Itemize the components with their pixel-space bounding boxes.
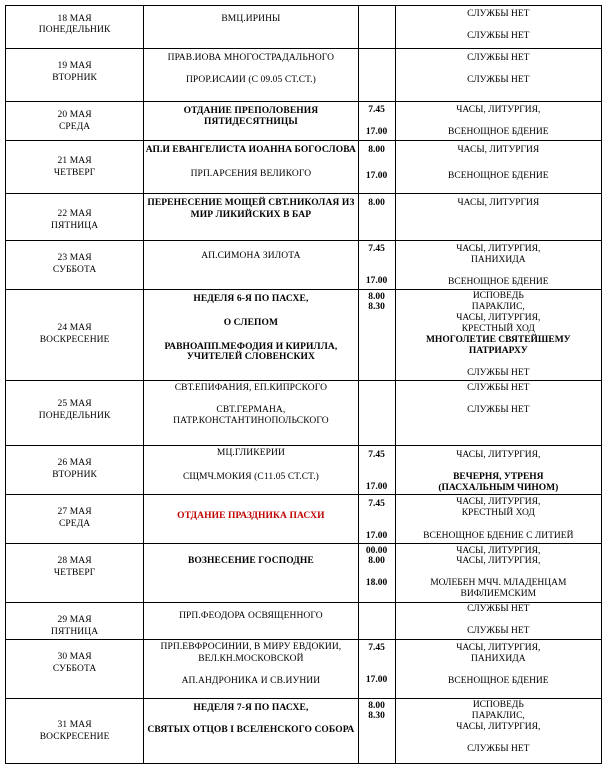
service-line: КРЕСТНЫЙ ХОД — [461, 508, 535, 518]
service-line: МОЛЕБЕН МЧЧ. МЛАДЕНЦАМ — [430, 578, 567, 588]
date-label: 31 МАЯ — [57, 720, 92, 730]
service-line: МНОГОЛЕТИЕ СВЯТЕЙШЕМУ — [425, 335, 571, 345]
weekday-label: ВОСКРЕСЕНИЕ — [39, 335, 110, 345]
feast-line: ПРОР.ИСАИИ (С 09.05 СТ.СТ.) — [185, 75, 316, 85]
time-cell — [358, 603, 395, 640]
time-cell — [358, 495, 395, 544]
services-cell — [395, 194, 601, 241]
date-label: 26 МАЯ — [57, 458, 92, 468]
feast-line: СЩМЧ.МОКИЯ (С11.05 СТ.СТ.) — [182, 472, 319, 482]
time-cell — [358, 290, 395, 381]
time-cell — [358, 446, 395, 495]
feast-line: МИР ЛИКИЙСКИХ В БАР — [190, 210, 312, 220]
feast-cell — [144, 495, 358, 544]
schedule-row — [6, 640, 602, 699]
services-cell — [395, 446, 601, 495]
date-cell — [6, 446, 144, 495]
date-label: 21 МАЯ — [57, 156, 92, 166]
schedule-row — [6, 290, 602, 381]
feast-line: ВМЦ.ИРИНЫ — [221, 14, 281, 24]
time-cell — [358, 102, 395, 141]
service-line: ВЕЧЕРНЯ, УТРЕНЯ — [453, 472, 544, 482]
feast-line: СВЯТЫХ ОТЦОВ І ВСЕЛЕНСКОГО СОБОРА — [147, 725, 355, 735]
service-time: 7.45 — [368, 105, 385, 115]
feast-cell — [144, 544, 358, 603]
date-cell — [6, 194, 144, 241]
service-line: ВСЕНОЩНОЕ БДЕНИЕ — [448, 127, 549, 137]
service-line: ЧАСЫ, ЛИТУРГИЯ, — [456, 450, 541, 460]
time-cell — [358, 6, 395, 49]
time-cell — [358, 49, 395, 102]
services-cell — [395, 141, 601, 194]
schedule-row — [6, 141, 602, 194]
feast-line: ПЯТИДЕСЯТНИЦЫ — [204, 117, 298, 127]
service-line: ЧАСЫ, ЛИТУРГИЯ, — [456, 643, 541, 653]
time-cell — [358, 544, 395, 603]
service-line: ЧАСЫ, ЛИТУРГИЯ, — [456, 105, 541, 115]
date-cell — [6, 640, 144, 699]
service-line: ВСЕНОЩНОЕ БДЕНИЕ — [448, 171, 549, 181]
service-line: СЛУЖБЫ НЕТ — [467, 626, 530, 636]
feast-cell — [144, 446, 358, 495]
service-line: ВСЕНОЩНОЕ БДЕНИЕ С ЛИТИЕЙ — [423, 531, 574, 541]
service-line: КРЕСТНЫЙ ХОД — [461, 324, 535, 334]
schedule-row — [6, 446, 602, 495]
feast-cell — [144, 603, 358, 640]
services-cell — [395, 241, 601, 290]
feast-cell — [144, 102, 358, 141]
feast-line: УЧИТЕЛЕЙ СЛОВЕНСКИХ — [186, 352, 315, 362]
services-cell — [395, 6, 601, 49]
date-label: 27 МАЯ — [57, 507, 92, 517]
services-cell — [395, 699, 601, 764]
service-time: 17.00 — [365, 276, 388, 286]
service-time: 7.45 — [368, 244, 385, 254]
feast-line: РАВНОАПП.МЕФОДИЯ И КИРИЛЛА, — [164, 342, 338, 352]
services-cell — [395, 603, 601, 640]
service-line: ЧАСЫ, ЛИТУРГИЯ, — [456, 556, 541, 566]
service-line: (ПАСХАЛЬНЫМ ЧИНОМ) — [438, 483, 559, 493]
weekday-label: ВТОРНИК — [52, 470, 97, 480]
date-cell — [6, 49, 144, 102]
date-label: 24 МАЯ — [57, 323, 92, 333]
date-label: 28 МАЯ — [57, 556, 92, 566]
schedule-row — [6, 699, 602, 764]
service-line: ЧАСЫ, ЛИТУРГИЯ, — [456, 546, 541, 556]
date-cell — [6, 141, 144, 194]
service-line: СЛУЖБЫ НЕТ — [467, 9, 530, 19]
feast-line: ОТДАНИЕ ПРЕПОЛОВЕНИЯ — [183, 106, 319, 116]
feast-cell — [144, 6, 358, 49]
service-time: 8.30 — [368, 302, 385, 312]
schedule-row — [6, 544, 602, 603]
feast-cell — [144, 699, 358, 764]
schedule-table — [5, 5, 602, 764]
feast-cell — [144, 290, 358, 381]
service-time: 8.00 — [368, 145, 385, 155]
schedule-row — [6, 6, 602, 49]
service-line: ПАТРИАРХУ — [468, 346, 528, 356]
feast-line: ПРАВ.ИОВА МНОГОСТРАДАЛЬНОГО — [167, 53, 335, 63]
date-cell — [6, 102, 144, 141]
time-cell — [358, 699, 395, 764]
service-line: ИСПОВЕДЬ — [472, 700, 524, 710]
services-cell — [395, 102, 601, 141]
service-line: ЧАСЫ, ЛИТУРГИЯ — [457, 198, 540, 208]
schedule-row — [6, 603, 602, 640]
feast-line: ПРП.АРСЕНИЯ ВЕЛИКОГО — [190, 169, 312, 179]
service-time: 18.00 — [365, 578, 388, 588]
services-cell — [395, 49, 601, 102]
date-cell — [6, 495, 144, 544]
service-line: ПАНИХИДА — [471, 654, 526, 664]
date-label: 20 МАЯ — [57, 110, 92, 120]
feast-cell — [144, 141, 358, 194]
service-time: 8.30 — [368, 711, 385, 721]
weekday-label: ПЯТНИЦА — [51, 221, 99, 231]
time-cell — [358, 194, 395, 241]
service-line: ПАНИХИДА — [471, 255, 526, 265]
services-cell — [395, 290, 601, 381]
feast-line: ОТДАНИЕ ПРАЗДНИКА ПАСХИ — [177, 511, 325, 521]
date-cell — [6, 290, 144, 381]
service-line: СЛУЖБЫ НЕТ — [467, 53, 530, 63]
service-time: 17.00 — [365, 127, 388, 137]
service-line: СЛУЖБЫ НЕТ — [467, 368, 530, 378]
service-line: СЛУЖБЫ НЕТ — [467, 75, 530, 85]
service-line: СЛУЖБЫ НЕТ — [467, 383, 530, 393]
service-time: 7.45 — [368, 499, 385, 509]
date-cell — [6, 699, 144, 764]
service-line: ЧАСЫ, ЛИТУРГИЯ, — [456, 313, 541, 323]
services-cell — [395, 495, 601, 544]
feast-cell — [144, 640, 358, 699]
date-label: 30 МАЯ — [57, 652, 92, 662]
services-cell — [395, 544, 601, 603]
service-line: ЧАСЫ, ЛИТУРГИЯ — [457, 145, 540, 155]
service-time: 17.00 — [365, 531, 388, 541]
weekday-label: ВОСКРЕСЕНИЕ — [39, 732, 110, 742]
service-time: 17.00 — [365, 171, 388, 181]
date-label: 19 МАЯ — [57, 61, 92, 71]
service-time: 17.00 — [365, 482, 388, 492]
service-time: 8.00 — [368, 701, 385, 711]
service-line: СЛУЖБЫ НЕТ — [467, 744, 530, 754]
service-time: 17.00 — [365, 675, 388, 685]
feast-line: ПАТР.КОНСТАНТИНОПОЛЬСКОГО — [173, 416, 329, 426]
schedule-row — [6, 241, 602, 290]
date-cell — [6, 241, 144, 290]
date-label: 23 МАЯ — [57, 253, 92, 263]
service-line: СЛУЖБЫ НЕТ — [467, 31, 530, 41]
service-time: 8.00 — [368, 292, 385, 302]
feast-line: АП.АНДРОНИКА И СВ.ИУНИИ — [181, 676, 321, 686]
feast-line: ПРП.ЕВФРОСИНИИ, В МИРУ ЕВДОКИИ, — [160, 642, 342, 652]
date-cell — [6, 603, 144, 640]
weekday-label: СРЕДА — [58, 122, 91, 132]
service-line: ИСПОВЕДЬ — [472, 291, 524, 301]
feast-line: АП.СИМОНА ЗИЛОТА — [201, 251, 301, 261]
service-line: ВСЕНОЩНОЕ БДЕНИЕ — [448, 277, 549, 287]
weekday-label: ВТОРНИК — [52, 73, 97, 83]
services-cell — [395, 640, 601, 699]
date-cell — [6, 6, 144, 49]
date-label: 22 МАЯ — [57, 209, 92, 219]
weekday-label: ЧЕТВЕРГ — [53, 568, 96, 578]
feast-line: МЦ.ГЛИКЕРИИ — [216, 448, 285, 458]
service-line: ЧАСЫ, ЛИТУРГИЯ, — [456, 497, 541, 507]
service-time: 00.00 — [365, 546, 388, 556]
service-line: ВИФЛИЕМСКИМ — [460, 589, 537, 599]
service-time: 7.45 — [368, 643, 385, 653]
schedule-row — [6, 495, 602, 544]
feast-line: НЕДЕЛЯ 7-Я ПО ПАСХЕ, — [193, 703, 309, 713]
weekday-label: СРЕДА — [58, 519, 91, 529]
service-line: ПАРАКЛИС, — [471, 302, 525, 312]
service-line: ЧАСЫ, ЛИТУРГИЯ, — [456, 244, 541, 254]
date-cell — [6, 544, 144, 603]
date-label: 18 МАЯ — [57, 14, 92, 24]
weekday-label: ПОНЕДЕЛЬНИК — [38, 411, 111, 421]
service-line: ВСЕНОЩНОЕ БДЕНИЕ — [448, 676, 549, 686]
feast-line: ПРП.ФЕОДОРА ОСВЯЩЕННОГО — [179, 611, 323, 621]
schedule-row — [6, 194, 602, 241]
weekday-label: СУББОТА — [52, 664, 97, 674]
weekday-label: ПОНЕДЕЛЬНИК — [38, 25, 111, 35]
feast-line: СВТ.ГЕРМАНА, — [216, 405, 286, 415]
service-line: СЛУЖБЫ НЕТ — [467, 604, 530, 614]
feast-line: ВЕЛ.КН.МОСКОВСКОЙ — [198, 654, 304, 664]
feast-cell — [144, 49, 358, 102]
feast-cell — [144, 241, 358, 290]
service-time: 8.00 — [368, 198, 385, 208]
feast-line: СВТ.ЕПИФАНИЯ, ЕП.КИПРСКОГО — [174, 383, 328, 393]
feast-line: ПЕРЕНЕСЕНИЕ МОЩЕЙ СВТ.НИКОЛАЯ ИЗ — [147, 198, 355, 208]
schedule-row — [6, 381, 602, 446]
feast-cell — [144, 381, 358, 446]
feast-line: НЕДЕЛЯ 6-Я ПО ПАСХЕ, — [193, 294, 309, 304]
date-cell — [6, 381, 144, 446]
schedule-row — [6, 102, 602, 141]
feast-line: О СЛЕПОМ — [223, 318, 279, 328]
service-line: ЧАСЫ, ЛИТУРГИЯ, — [456, 722, 541, 732]
service-line: ПАРАКЛИС, — [471, 711, 525, 721]
feast-line: ВОЗНЕСЕНИЕ ГОСПОДНЕ — [188, 556, 314, 566]
time-cell — [358, 241, 395, 290]
services-cell — [395, 381, 601, 446]
schedule-row — [6, 49, 602, 102]
date-label: 25 МАЯ — [57, 399, 92, 409]
weekday-label: ЧЕТВЕРГ — [53, 168, 96, 178]
service-time: 8.00 — [368, 556, 385, 566]
service-line: СЛУЖБЫ НЕТ — [467, 405, 530, 415]
date-label: 29 МАЯ — [57, 615, 92, 625]
feast-cell — [144, 194, 358, 241]
weekday-label: ПЯТНИЦА — [51, 627, 99, 637]
weekday-label: СУББОТА — [52, 265, 97, 275]
time-cell — [358, 381, 395, 446]
feast-line: АП.И ЕВАНГЕЛИСТА ИОАННА БОГОСЛОВА — [145, 145, 357, 155]
time-cell — [358, 141, 395, 194]
time-cell — [358, 640, 395, 699]
service-time: 7.45 — [368, 450, 385, 460]
